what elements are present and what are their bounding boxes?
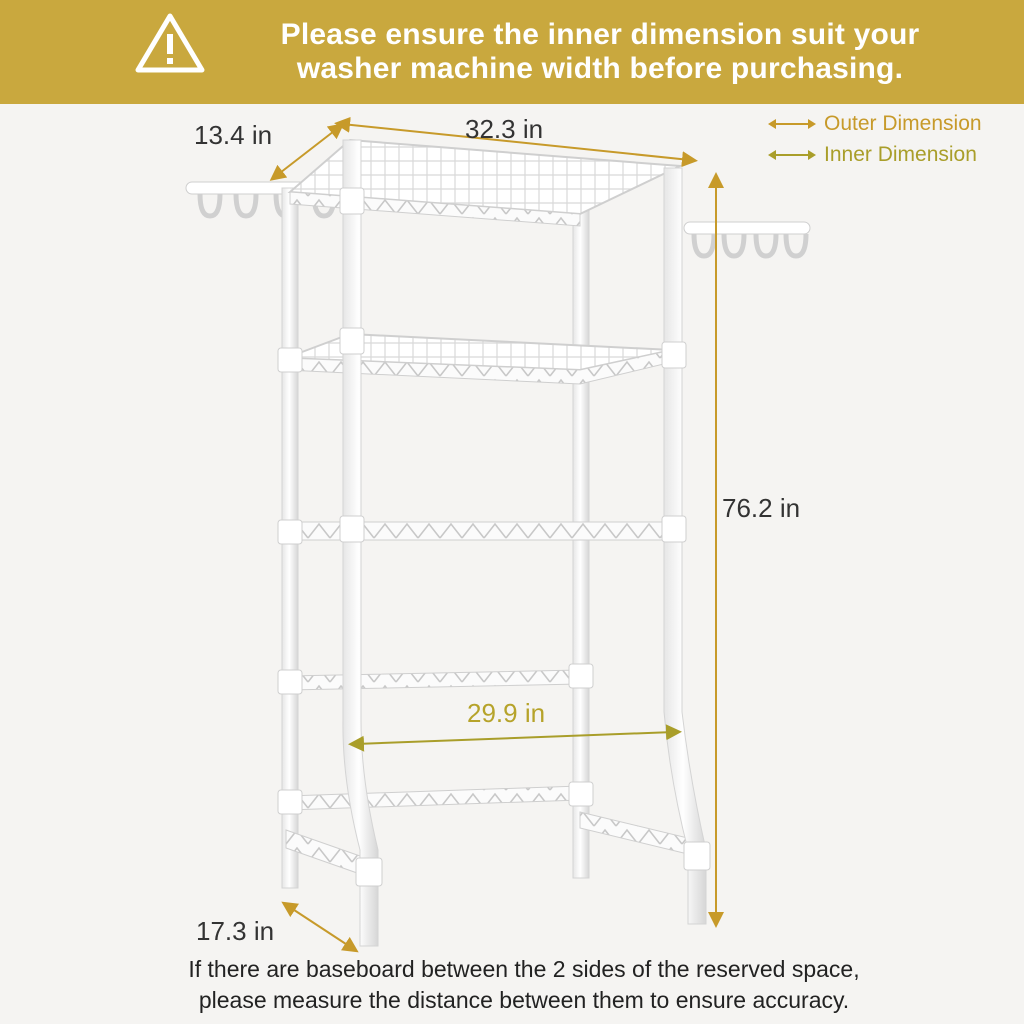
shelf-illustration [0, 104, 1024, 954]
double-arrow-icon [768, 148, 816, 162]
depth-bottom-dimension-line [288, 906, 352, 948]
lower-side-shelf [288, 670, 580, 810]
legend-inner-label: Inner Dimension [824, 143, 977, 166]
legend-inner-dimension [768, 143, 977, 167]
front-right-pole [664, 168, 706, 924]
depth-top-label: 13.4 in [194, 120, 273, 150]
right-hook-rail [684, 222, 810, 256]
footer-note-line-2: please measure the distance between them to ensure accuracy. [198, 987, 850, 1013]
inner-width-dimension-line [356, 732, 674, 744]
banner-text-line-2: washer machine width before purchasing. [296, 52, 904, 85]
bottom-side-racks [286, 812, 696, 874]
banner-text-line-1: Please ensure the inner dimension suit your [280, 18, 920, 51]
inner-width-label: 29.9 in [467, 698, 546, 728]
warning-banner [0, 0, 1024, 104]
height-label: 76.2 in [722, 493, 801, 523]
depth-bottom-label: 17.3 in [196, 916, 275, 946]
legend-outer-label: Outer Dimension [824, 112, 982, 135]
legend-outer-dimension [768, 112, 982, 136]
back-right-pole [573, 210, 589, 878]
footer-note-line-1: If there are baseboard between the 2 sides of the reserved space, [188, 956, 860, 982]
warning-triangle-icon [134, 12, 206, 74]
front-left-pole [343, 140, 378, 946]
double-arrow-icon [768, 117, 816, 131]
width-top-label: 32.3 in [465, 114, 544, 144]
